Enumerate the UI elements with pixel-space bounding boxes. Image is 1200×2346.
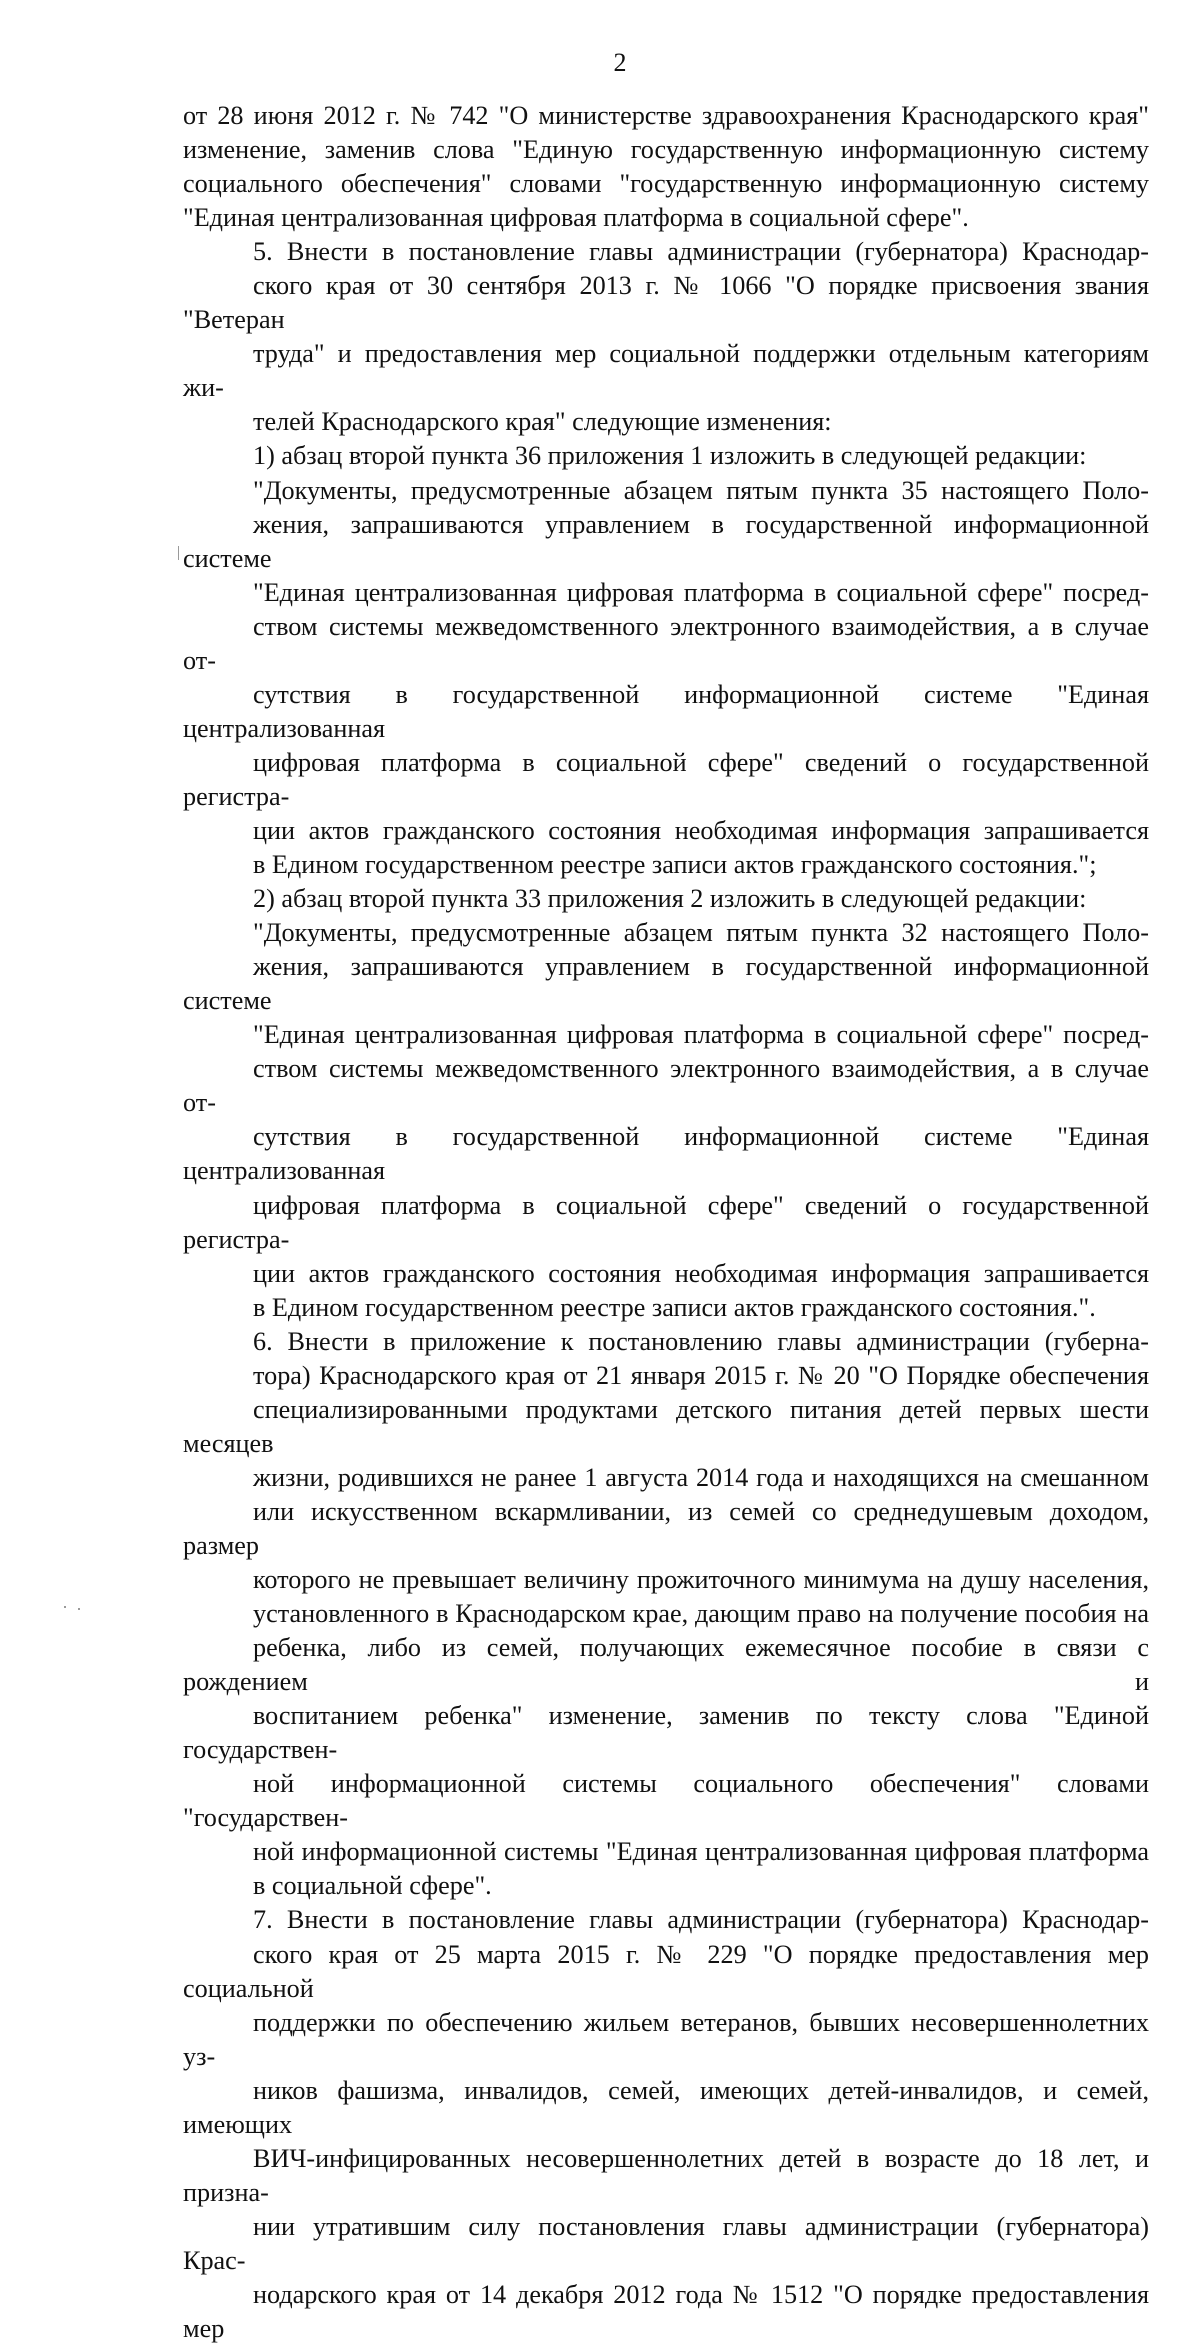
paragraph-subitem-5-1: 1) абзац второй пункта 36 приложения 1 изложить в следующей редакции: <box>253 441 1087 471</box>
document-body <box>183 99 1149 2346</box>
paragraph-item-7: 7. Внести в постановление главы администрации (губернатора) Краснодар- ского края от 25 марта 2015 г. № 229 "О порядке предоставления мер социальной поддержки по обеспечению жильем ветеранов, бывших несовершеннолетних уз- ников фашизма, инвалидов, семей, имеющих детей-инвалидов, и семей, имеющих ВИЧ-инфицированных несовершеннолетних детей в возрасте до 18 лет, и призна- нии утратившим силу постановления главы администрации (губернатора) Крас- нодарского края от 14 декабря 2012 года № 1512 "О порядке предоставления мер <box>183 1905 1149 2344</box>
paragraph-quote-5-1: "Документы, предусмотренные абзацем пятым пункта 35 настоящего Поло- жения, запрашиваются управлением в государственной информационной системе "Единая централизованная цифровая платформа в социальной сфере" посред- ством системы межведомственного электронного взаимодействия, а в случае от- сутствия в государственной информационной системе "Единая централизованная цифровая платформа в социальной сфере" сведений о государственной регистра- ции актов гражданского состояния необходимая информация запрашивается в Едином государственном реестре записи актов гражданского состояния."; <box>183 475 1149 880</box>
page-number: 2 <box>613 48 627 77</box>
paragraph-item-5: 5. Внести в постановление главы администрации (губернатора) Краснодар- ского края от 30 сентября 2013 г. № 1066 "О порядке присвоения звания "Ветеран труда" и предоставления мер социальной поддержки отдельным категориям жи- телей Краснодарского края" следующие изменения: <box>183 237 1149 437</box>
scan-artifact-dot <box>78 1608 80 1610</box>
paragraph-item-6: 6. Внести в приложение к постановлению главы администрации (губерна- тора) Краснодарского края от 21 января 2015 г. № 20 "О Порядке обеспечения специализированными продуктами детского питания детей первых шести месяцев жизни, родившихся не ранее 1 августа 2014 года и находящихся на смешанном или искусственном вскармливании, из семей со среднедушевым доходом, размер которого не превышает величину прожиточного минимума на душу населения, установленного в Краснодарском крае, дающим право на получение пособия на ребенка, либо из семей, получающих ежемесячное пособие в связи с рождением и воспитанием ребенка" изменение, заменив по тексту слова "Единой государствен- ной информационной системы социального обеспечения" словами "государствен- ной информационной системы "Единая централизованная цифровая платформа в социальной сфере". <box>183 1326 1149 1901</box>
scan-artifact-dot <box>64 1606 66 1608</box>
scan-artifact-mark <box>178 546 179 560</box>
paragraph-quote-5-2: "Документы, предусмотренные абзацем пятым пункта 32 настоящего Поло- жения, запрашиваются управлением в государственной информационной системе "Единая централизованная цифровая платформа в социальной сфере" посред- ством системы межведомственного электронного взаимодействия, а в случае от- сутствия в государственной информационной системе "Единая централизованная цифровая платформа в социальной сфере" сведений о государственной регистра- ции актов гражданского состояния необходимая информация запрашивается в Едином государственном реестре записи актов гражданского состояния.". <box>183 918 1149 1322</box>
paragraph-continuation: от 28 июня 2012 г. № 742 "О министерстве здравоохранения Краснодарского края" изменение, заменив слова "Единую государственную информационную систему социального обеспечения" словами "государственную информационную систему "Единая централизованная цифровая платформа в социальной сфере". <box>183 101 1149 233</box>
paragraph-subitem-5-2: 2) абзац второй пункта 33 приложения 2 изложить в следующей редакции: <box>253 884 1087 914</box>
